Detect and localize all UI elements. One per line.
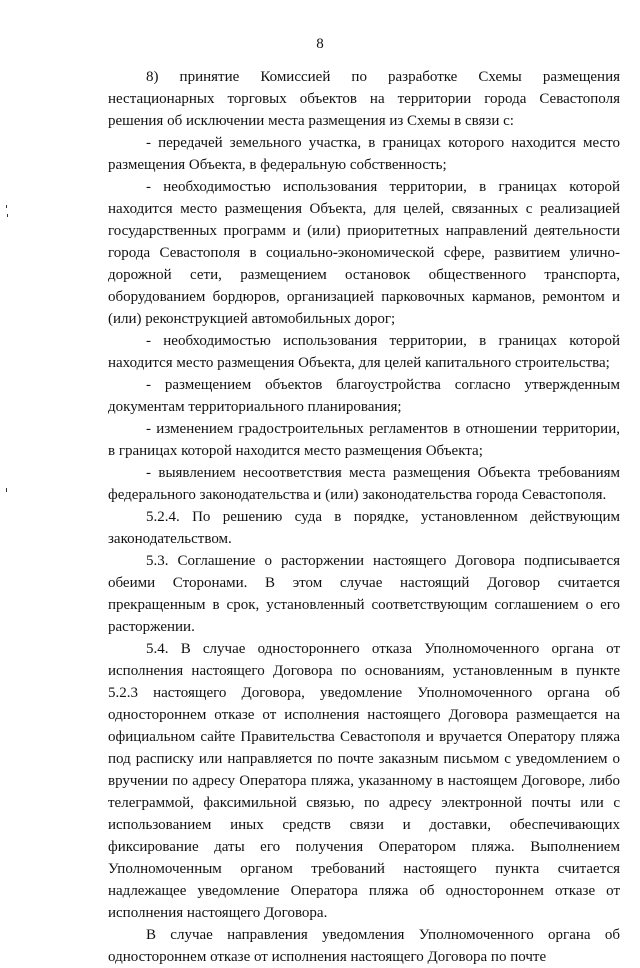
- paragraph-bullet-landscaping: - размещением объектов благоустройства согласно утвержденным документам территориального планирования;: [108, 377, 620, 415]
- paragraph-5-3: 5.3. Соглашение о расторжении настоящего Договора подписывается обеими Сторонами. В этом случае настоящий Договор считается прекращенным в срок, установленный соответствующим соглашением о его расторжении.: [108, 553, 620, 635]
- paragraph-bullet-legislation-mismatch: - выявлением несоответствия места размещения Объекта требованиям федерального законодательства и (или) законодательства города Севастополя.: [108, 465, 620, 503]
- scan-mark: [6, 488, 7, 492]
- page-number: 8: [316, 36, 324, 52]
- paragraph-notification-mail: В случае направления уведомления Уполномоченного органа об одностороннем отказе от исполнения настоящего Договора по почте: [108, 927, 620, 965]
- document-body: [108, 66, 620, 968]
- paragraph-5-4: 5.4. В случае одностороннего отказа Уполномоченного органа от исполнения настоящего Договора по основаниям, установленным в пункте 5.2.3 настоящего Договора, уведомление Уполномоченного органа об одностороннем отказе от исполнения настоящего Договора размещается на официальном сайте Правительства Севастополя и вручается Оператору пляжа под расписку или направляется по почте заказным письмом с уведомлением о вручении по адресу Оператора пляжа, указанному в настоящем Договоре, либо телеграммой, факсимильной связью, по адресу электронной почты или с использованием иных средств связи и доставки, обеспечивающих фиксирование даты его получения Оператором пляжа. Выполнением Уполномоченным органом требований настоящего пункта считается надлежащее уведомление Оператора пляжа об одностороннем отказе от исполнения настоящего Договора.: [108, 641, 620, 921]
- paragraph-bullet-state-programs: - необходимостью использования территории, в границах которой находится место размещения Объекта, для целей, связанных с реализацией государственных программ и (или) приоритетных направлений деятельности города Севастополя в социально-экономической сфере, развитием улично-дорожной сети, размещением остановок общественного транспорта, оборудованием бордюров, организацией парковочных карманов, ремонтом и (или) реконструкцией автомобильных дорог;: [108, 179, 620, 327]
- paragraph-item-8: 8) принятие Комиссией по разработке Схемы размещения нестационарных торговых объектов на территории города Севастополя решения об исключении места размещения из Схемы в связи с:: [108, 69, 620, 129]
- paragraph-bullet-urban-regulations: - изменением градостроительных регламентов в отношении территории, в границах которой находится место размещения Объекта;: [108, 421, 620, 459]
- paragraph-bullet-federal-ownership: - передачей земельного участка, в границах которого находится место размещения Объекта, в федеральную собственность;: [108, 135, 620, 173]
- scan-mark: [6, 205, 7, 208]
- paragraph-bullet-capital-construction: - необходимостью использования территории, в границах которой находится место размещения Объекта, для целей капитального строительства;: [108, 333, 620, 371]
- scan-mark: [7, 214, 8, 217]
- paragraph-5-2-4: 5.2.4. По решению суда в порядке, установленном действующим законодательством.: [108, 509, 620, 547]
